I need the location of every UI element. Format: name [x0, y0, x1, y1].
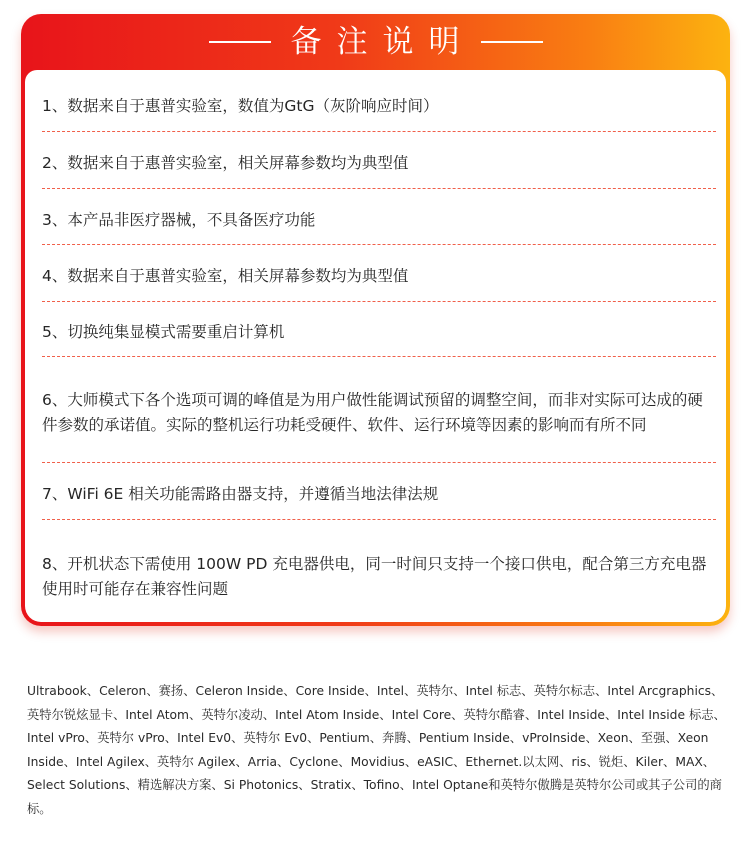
note-item-7: 7、WiFi 6E 相关功能需路由器支持，并遵循当地法律法规 — [42, 485, 439, 503]
note-item-8: 8、开机状态下需使用 100W PD 充电器供电，同一时间只支持一个接口供电，配合第三方充电器使用时可能存在兼容性问题 — [42, 555, 707, 598]
note-item-1: 1、数据来自于惠普实验室，数值为GtG（灰阶响应时间） — [42, 97, 439, 115]
divider — [42, 356, 716, 357]
divider — [42, 244, 716, 245]
divider — [42, 519, 716, 520]
divider — [42, 131, 716, 132]
trademark-notice: Ultrabook、Celeron、赛扬、Celeron Inside、Core Inside、Intel、英特尔、Intel 标志、英特尔标志、Intel Arcgraphics、英特尔锐炫显卡、Intel Atom、英特尔凌动、Intel Atom Inside、Intel Core、英特尔酷睿、Intel Inside、Intel Inside 标志、Intel vPro、英特尔 vPro、Intel Ev0、英特尔 Ev0、Pentium、奔腾、Pentium Inside、vProInside、Xeon、至强、Xeon Inside、Intel Agilex、英特尔 Agilex、Arria、Cyclone、Movidius、eASIC、Ethernet.以太网、ris、锐炬、Kiler、MAX、Select Solutions、精选解决方案、Si Photonics、Stratix、Tofino、Intel Optane和英特尔傲腾是英特尔公司或其子公司的商标。 — [27, 684, 726, 816]
divider — [42, 462, 716, 463]
notes-title: 备注说明 — [290, 23, 475, 60]
header-line-right — [481, 41, 543, 43]
divider — [42, 188, 716, 189]
notes-body — [25, 70, 726, 622]
notes-card — [21, 14, 730, 626]
note-item-6: 6、大师模式下各个选项可调的峰值是为用户做性能调试预留的调整空间，而非对实际可达成的硬件参数的承诺值。实际的整机运行功耗受硬件、软件、运行环境等因素的影响而有所不同 — [42, 391, 703, 434]
notes-header — [21, 14, 730, 70]
header-line-left — [209, 41, 271, 43]
note-item-4: 4、数据来自于惠普实验室，相关屏幕参数均为典型值 — [42, 267, 409, 285]
note-item-3: 3、本产品非医疗器械，不具备医疗功能 — [42, 211, 316, 229]
divider — [42, 301, 716, 302]
note-item-2: 2、数据来自于惠普实验室，相关屏幕参数均为典型值 — [42, 154, 409, 172]
note-item-5: 5、切换纯集显模式需要重启计算机 — [42, 323, 285, 341]
